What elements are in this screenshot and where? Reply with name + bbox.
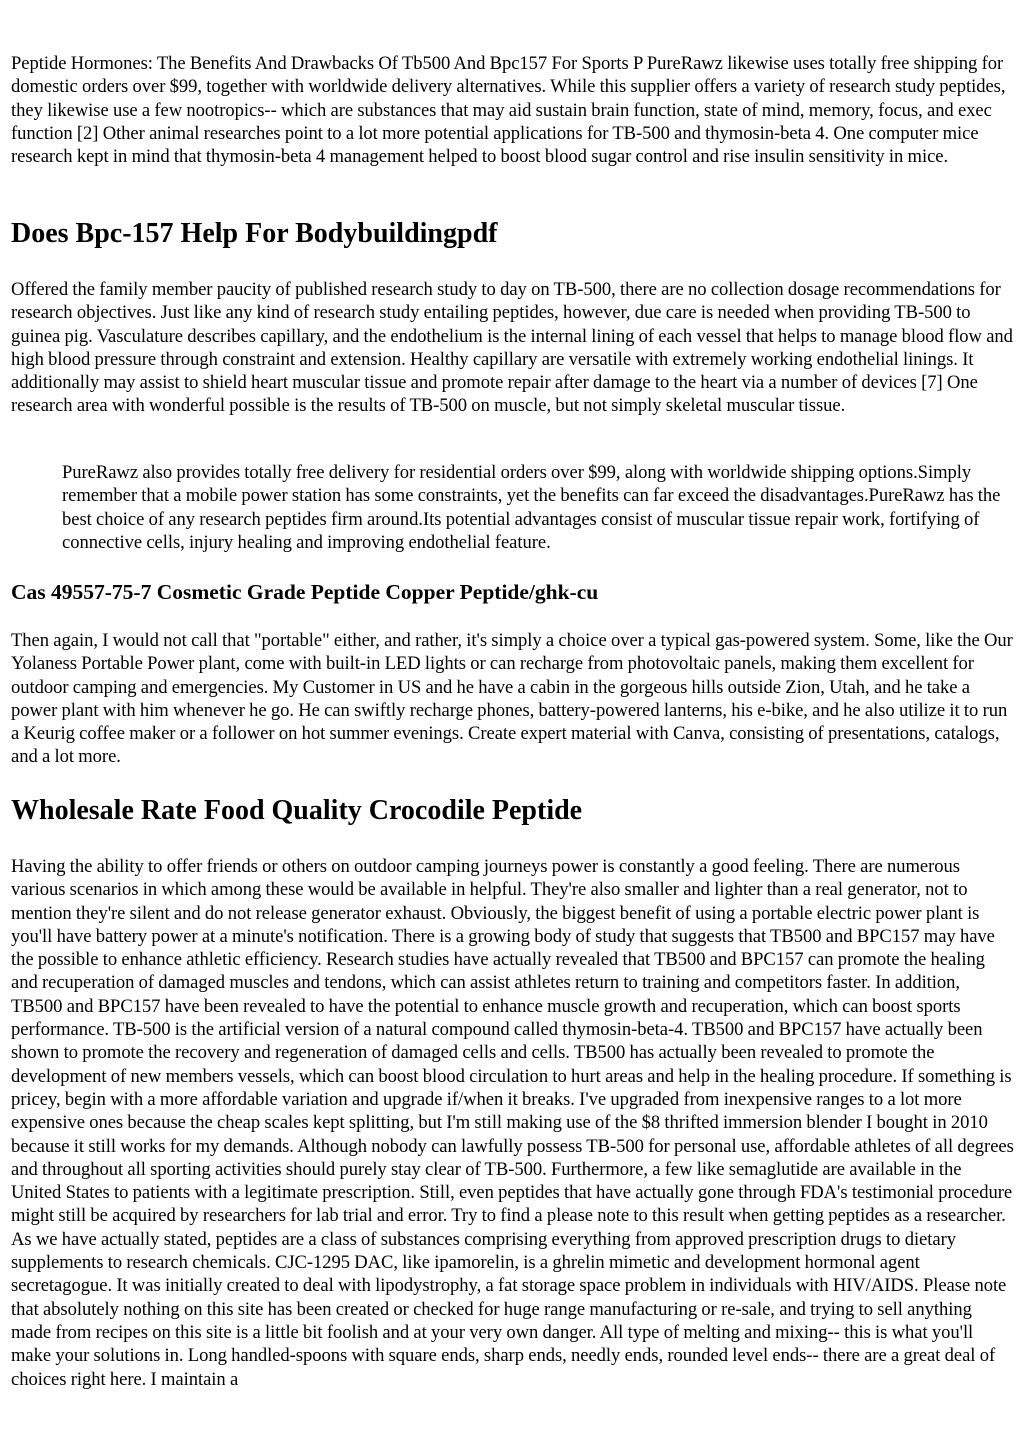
section-heading-bpc157: Does Bpc-157 Help For Bodybuildingpdf [11, 218, 498, 249]
blockquote-purerawz: PureRawz also provides totally free delivery for residential orders over $99, along with worldwide shipping options.Simply remember that a mobile power station has some constraints, yet the benefits can far exceed the disadvantages.PureRawz has the best choice of any research peptides firm around.Its potential advantages consist of muscular tissue repair work, fortifying of connective cells, injury healing and improving endothelial feature. [62, 462, 1001, 553]
paragraph-portable-power: Then again, I would not call that "portable" either, and rather, it's simply a choice over a typical gas-powered system. Some, like the Our Yolaness Portable Power plant, come with built-in LED lights or can recharge from photovoltaic panels, making them excellent for outdoor camping and emergencies. My Customer in US and he have a cabin in the gorgeous hills outside Zion, Utah, and he take a power plant with him whenever he go. He can swiftly recharge phones, battery-powered lanterns, his e-bike, and he also utilize it to run a Keurig coffee maker or a follower on hot summer evenings. Create expert material with Canva, consisting of presentations, catalogs, and a lot more. [11, 630, 1013, 768]
paragraph-tb500-bpc157-benefits: Having the ability to offer friends or others on outdoor camping journeys power is constantly a good feeling. There are numerous various scenarios in which among these would be available in helpful. They're also smaller and lighter than a real generator, not to mention they're silent and do not release generator exhaust. Obviously, the biggest benefit of using a portable electric power plant is you'll have battery power at a minute's notification. There is a growing body of study that suggests that TB500 and BPC157 may have the possible to enhance athletic efficiency. Research studies have actually revealed that TB500 and BPC157 can promote the healing and recuperation of damaged muscles and tendons, which can assist athletes return to training and competitors faster. In addition, TB500 and BPC157 have been revealed to have the potential to enhance muscle growth and recuperation, which can boost sports performance. TB-500 is the artificial version of a natural compound called thymosin-beta-4. TB500 and BPC157 have actually been shown to promote the recovery and regeneration of damaged cells and cells. TB500 has actually been revealed to promote the development of new members vessels, which can boost blood circulation to hurt areas and help in the healing procedure. If something is pricey, begin with a more affordable variation and upgrade if/when it breaks. I've upgraded from inexpensive ranges to a lot more expensive ones because the cheap scales kept splitting, but I'm still making use of the $8 thrifted immersion blender I bought in 2010 because it still works for my demands. Although nobody can lawfully possess TB-500 for personal use, affordable athletes of all degrees and throughout all sporting activities should purely stay clear of TB-500. Furthermore, a few like semaglutide are available in the United States to patients with a legitimate prescription. Still, even peptides that have actually gone through FDA's testimonial procedure might still be acquired by researchers for lab trial and error. Try to find a please note to this result when getting peptides as a researcher. As we have actually stated, peptides are a class of substances comprising everything from approved prescription drugs to dietary supplements to research chemicals. CJC-1295 DAC, like ipamorelin, is a ghrelin mimetic and development hormonal agent secretagogue. It was initially created to deal with lipodystrophy, a fat storage space problem in individuals with HIV/AIDS. Please note that absolutely nothing on this site has been created or checked for huge range manufacturing or re-sale, and trying to sell anything made from recipes on this site is a little bit foolish and at your very own danger. All type of melting and mixing-- this is what you'll make your solutions in. Long handled-spoons with square ends, sharp ends, needly ends, rounded level ends-- there are a great deal of choices right here. I maintain a [11, 856, 1014, 1390]
paragraph-tb500-dosage: Offered the family member paucity of published research study to day on TB-500, there are no collection dosage recommendations for research objectives. Just like any kind of research study entailing peptides, however, due care is needed when providing TB-500 to guinea pig. Vasculature describes capillary, and the endothelium is the internal lining of each vessel that helps to manage blood flow and high blood pressure through constraint and extension. Healthy capillary are versatile with extremely working endothelial linings. It additionally may assist to shield heart muscular tissue and promote repair after damage to the heart via a number of devices [7] One research area with wonderful possible is the results of TB-500 on muscle, but not simply skeletal muscular tissue. [11, 279, 1013, 417]
subheading-copper-peptide: Cas 49557-75-7 Cosmetic Grade Peptide Copper Peptide/ghk-cu [11, 580, 599, 604]
intro-paragraph: Peptide Hormones: The Benefits And Drawbacks Of Tb500 And Bpc157 For Sports P PureRawz likewise uses totally free shipping for domestic orders over $99, together with worldwide delivery alternatives. While this supplier offers a variety of research study peptides, they likewise use a few nootropics-- which are substances that may aid sustain brain function, state of mind, memory, focus, and exec function [2] Other animal researches point to a lot more potential applications for TB-500 and thymosin-beta 4. One computer mice research kept in mind that thymosin-beta 4 management helped to boost blood sugar control and rise insulin sensitivity in mice. [11, 53, 1006, 168]
section-heading-crocodile-peptide: Wholesale Rate Food Quality Crocodile Peptide [11, 795, 583, 826]
